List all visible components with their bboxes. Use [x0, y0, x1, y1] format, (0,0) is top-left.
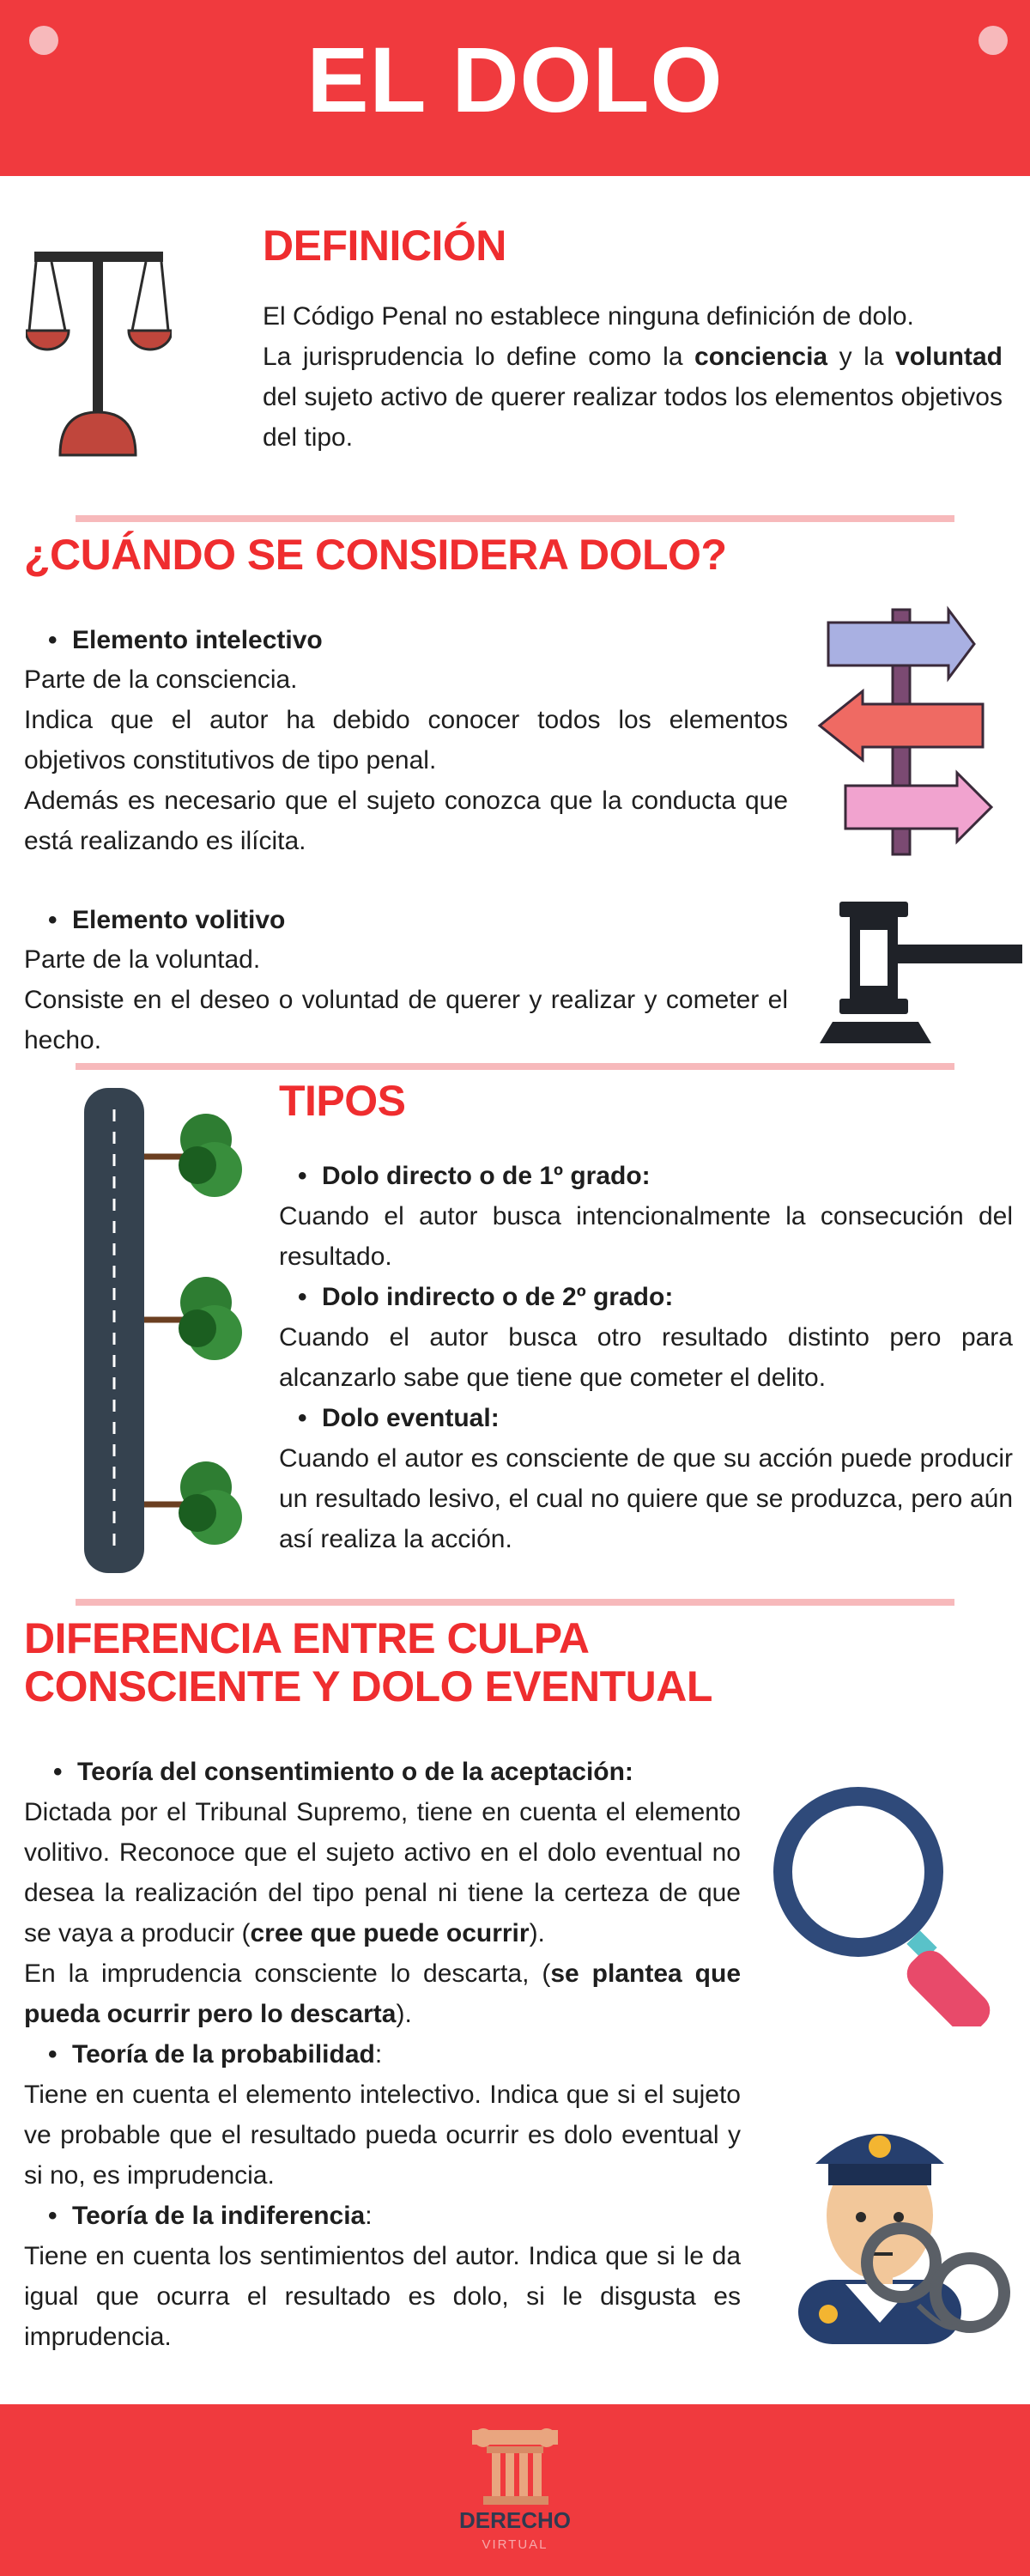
teoria-indiferencia-title [24, 2196, 741, 2236]
definicion-p2-e: del sujeto activo de querer realizar todos los elementos objetivos del tipo. [263, 383, 1003, 452]
t3-title-text: Teoría de la indiferencia [72, 2202, 366, 2230]
diferencia-heading [24, 1614, 712, 1710]
gavel-icon [811, 897, 1026, 1048]
volitivo-text: Parte de la voluntad. Consiste en el deseo o voluntad de querer y realizar y cometer el hecho. [24, 945, 788, 1054]
footer-brand: DERECHO [458, 2507, 571, 2533]
intelectivo-text: Parte de la consciencia. Indica que el autor ha debido conocer todos los elementos objetivos constitutivos de tipo penal. Además es necesario que el sujeto conozca que la conducta que está realizando es ilícita. [24, 665, 788, 855]
diferencia-heading-line1: DIFERENCIA ENTRE CULPA [24, 1614, 590, 1662]
teoria-consentimiento-text-2 [24, 1953, 741, 2034]
volitivo-title: • Elemento volitivo [48, 900, 285, 940]
page-title: EL DOLO [306, 27, 724, 131]
teoria-consentimiento-title: • Teoría del consentimiento o de la aceptación: [24, 1752, 741, 1792]
section-divider [76, 1599, 954, 1606]
signpost-icon [811, 605, 1000, 859]
teoria-indiferencia-text: Tiene en cuenta los sentimientos del autor. Indica que si le da igual que ocurra el resultado es dolo, si le disgusta es imprudencia. [24, 2242, 741, 2351]
tipo-title: • Dolo indirecto o de 2º grado: [279, 1277, 1013, 1317]
t2-title-text: Teoría de la probabilidad [72, 2040, 375, 2069]
diferencia-heading-line2: CONSCIENTE Y DOLO EVENTUAL [24, 1662, 712, 1710]
column-logo-icon [468, 2426, 562, 2507]
definicion-text [263, 296, 1003, 458]
handcuffs-icon [858, 2211, 1013, 2348]
definicion-p2-c: y la [827, 343, 896, 371]
definicion-p2 [263, 337, 1003, 458]
definicion-p2-b: conciencia [694, 343, 828, 371]
scales-icon [26, 236, 172, 459]
tipo-text: Cuando el autor busca otro resultado distinto pero para alcanzarlo sabe que tiene que cometer el delito. [279, 1323, 1013, 1392]
cuando-heading: ¿CUÁNDO SE CONSIDERA DOLO? [24, 531, 727, 579]
t1-text-b: cree que puede ocurrir [250, 1919, 530, 1947]
tipo-text: Cuando el autor es consciente de que su acción puede producir un resultado lesivo, el cual no quiere que se produzca, pero aún así realiza la acción. [279, 1444, 1013, 1553]
teoria-probabilidad-title [24, 2034, 741, 2075]
t1-text-f: ). [396, 2000, 412, 2028]
section-divider [76, 1063, 954, 1070]
tipo-text: Cuando el autor busca intencionalmente la consecución del resultado. [279, 1202, 1013, 1271]
t1-text-d: En la imprudencia consciente lo descarta, ( [24, 1959, 551, 1988]
section-divider [76, 515, 954, 522]
definicion-heading: DEFINICIÓN [263, 222, 506, 270]
road-trees-icon [77, 1084, 258, 1577]
tipos-list [279, 1156, 1013, 1559]
intelectivo-title: • Elemento intelectivo [48, 620, 323, 660]
teoria-probabilidad-text: Tiene en cuenta el elemento intelectivo. Indica que si el sujeto ve probable que el resultado pueda ocurrir es dolo eventual y si no, es imprudencia. [24, 2081, 741, 2190]
teoria-consentimiento-text [24, 1792, 741, 1953]
t2-colon: : [374, 2040, 383, 2069]
tipo-title: • Dolo directo o de 1º grado: [279, 1156, 1013, 1196]
definicion-p1: El Código Penal no establece ninguna definición de dolo. [263, 302, 914, 331]
t3-colon: : [365, 2202, 373, 2230]
definicion-p2-d: voluntad [895, 343, 1003, 371]
t1-text-a: Dictada por el Tribunal Supremo, tiene en cuenta el elemento volitivo. Reconoce que el sujeto activo en el dolo eventual no desea la realización del tipo penal ni tiene la certeza de que se vaya a producir ( [24, 1798, 741, 1947]
definicion-p2-a: La jurisprudencia lo define como la [263, 343, 695, 371]
t1-text-e: se plantea que pueda ocurrir pero lo descarta [24, 1959, 742, 2028]
t1-text-c: ). [529, 1919, 545, 1947]
diferencia-list [24, 1752, 741, 2357]
tipo-title: • Dolo eventual: [279, 1398, 1013, 1438]
tipos-heading: TIPOS [279, 1077, 406, 1125]
footer-brand-sub: VIRTUAL [482, 2537, 548, 2552]
magnifier-icon [764, 1777, 1013, 2026]
